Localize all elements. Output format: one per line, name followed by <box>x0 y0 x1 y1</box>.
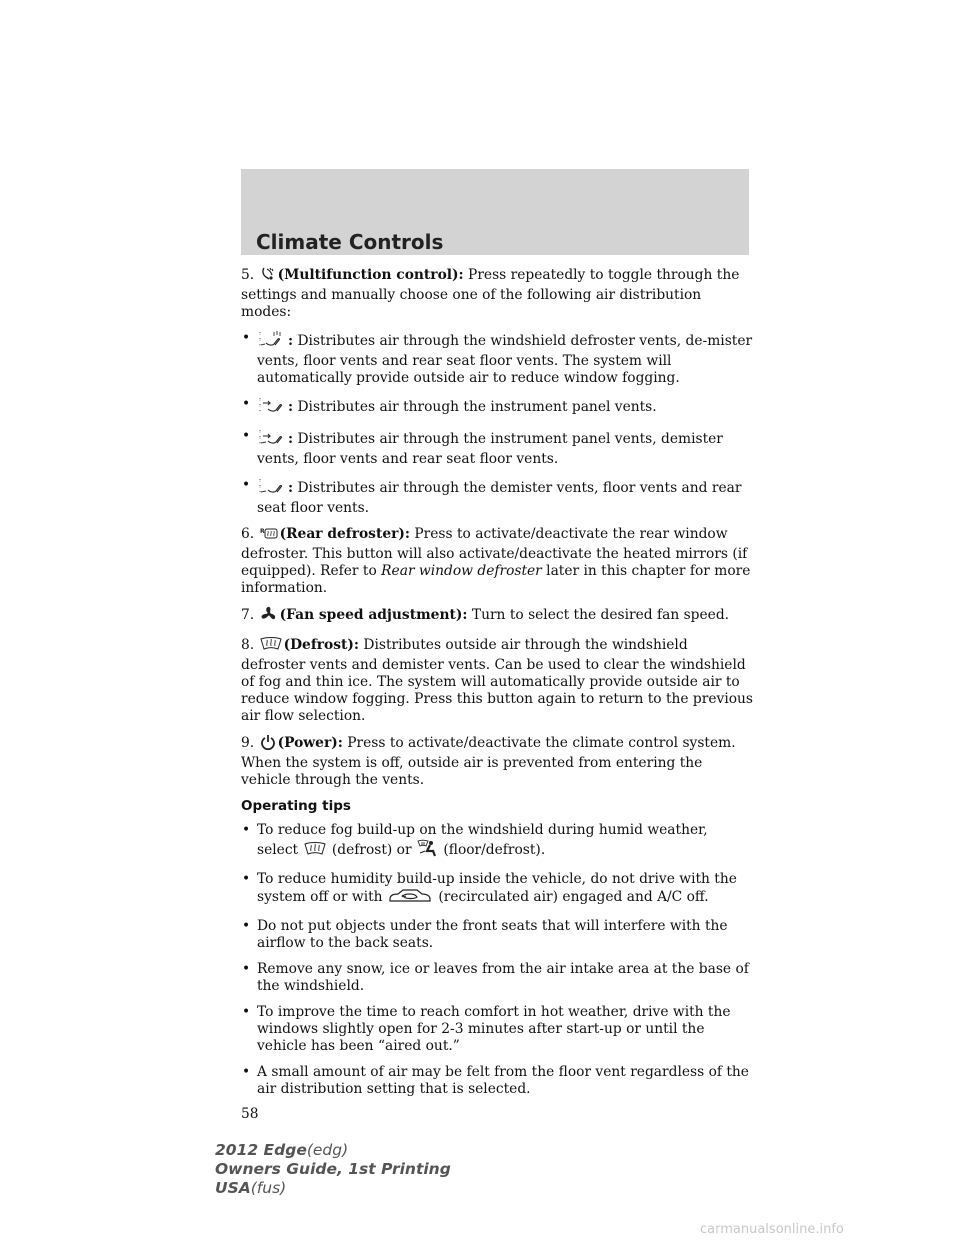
item-text: Press to activate/deactivate the climate control system. When the system is off, outside air is prevented from entering the vehicle through the vents. <box>241 735 736 788</box>
bullet-dot: • <box>242 477 251 493</box>
defrost-icon <box>304 841 326 862</box>
item-label: (Rear defroster): <box>279 526 410 542</box>
print-footer: 2012 Edge(edg) Owners Guide, 1st Printing USA(fus) <box>215 1141 451 1197</box>
item-text: Distributes outside air through the windshield defroster vents and demister vents. Can be used to clear the windshield of fog and thin ice. The system will automatically provide outside air to reduce window fogging. Press this button again to return to the previous air flow selection. <box>241 637 754 724</box>
tip-item: • To improve the time to reach comfort in hot weather, drive with the windows slightly open for 2-3 minutes after start-up or until the vehicle has been “aired out.” <box>242 1004 731 1054</box>
mode-text: Distributes air through the instrument panel vents, demister vents, floor vents and rear seat floor vents. <box>257 431 723 467</box>
fan-icon <box>260 606 278 627</box>
item-number: 8. <box>241 637 255 653</box>
mode-text: Distributes air through the demister vents, floor vents and rear seat floor vents. <box>257 480 742 516</box>
floor-mode-icon <box>258 477 286 500</box>
mode-bullet-panel-floor: • : Distributes air through the instrument panel vents, demister vents, floor vents and rear seat floor vents. <box>242 428 723 467</box>
mode-bullet-panel: • : Distributes air through the instrument panel vents. <box>241 396 753 419</box>
item-number: 9. <box>241 735 255 751</box>
item-fan-speed <box>241 606 753 627</box>
item-defrost <box>241 636 753 725</box>
item-rear-defroster: 6. R (Rear defroster): Press to activate/deactivate the rear window defroster. This button will also activate/deactivate the heated mirrors (if equipped). Refer to Rear window defroster later in this chapter for more information. <box>241 526 751 596</box>
floor-defrost-icon <box>417 839 437 862</box>
cross-reference: Rear window defroster <box>381 563 542 579</box>
item-power <box>241 734 753 789</box>
bullet-dot: • <box>242 822 251 838</box>
section-title: Climate Controls <box>256 230 444 254</box>
tip-item: • To reduce fog build-up on the windshield during humid weather, select (defrost) or (floor/defrost). <box>241 822 753 862</box>
bullet-dot: • <box>242 396 251 412</box>
power-icon <box>260 734 276 755</box>
item-number: 5. <box>241 267 255 283</box>
page-number: 58 <box>241 1106 259 1122</box>
mode-text: Distributes air through the windshield defroster vents, de-mister vents, floor vents and rear seat floor vents. The system will automatically provide outside air to reduce window fogging. <box>257 333 753 386</box>
item-label: (Fan speed adjustment): <box>279 607 468 623</box>
item-text: Turn to select the desired fan speed. <box>471 607 730 623</box>
multifunction-icon <box>260 266 276 287</box>
bullet-dot: • <box>242 428 251 444</box>
tip-item: • Do not put objects under the front seats that will interfere with the airflow to the back seats. <box>242 918 728 951</box>
recirculated-air-icon <box>388 888 432 909</box>
defrost-icon <box>260 636 282 657</box>
tip-item: • To reduce humidity build-up inside the vehicle, do not drive with the system off or with (recirculated air) engaged and A/C off. <box>241 871 753 909</box>
item-label: (Defrost): <box>283 637 360 653</box>
mode-bullet-floor: • : Distributes air through the demister vents, floor vents and rear seat floor vents. <box>242 477 742 516</box>
bullet-dot: • <box>242 1064 251 1080</box>
page-content <box>241 266 753 1123</box>
svg-text:R: R <box>259 528 265 535</box>
rear-defroster-icon <box>260 527 278 546</box>
defrost-floor-mode-icon <box>258 330 286 353</box>
operating-tips-heading: Operating tips <box>241 798 351 814</box>
item-text: Press repeatedly to toggle through the settings and manually choose one of the following air distribution modes: <box>241 267 740 320</box>
mode-text: Distributes air through the instrument panel vents. <box>297 399 657 415</box>
item-label: (Multifunction control): <box>277 267 464 283</box>
tip-item: • Remove any snow, ice or leaves from the air intake area at the base of the windshield. <box>242 961 749 994</box>
item-multifunction <box>241 266 753 321</box>
watermark: carmanualsonline.info <box>700 1222 844 1237</box>
bullet-dot: • <box>242 871 251 887</box>
bullet-dot: • <box>242 918 251 934</box>
bullet-dot: • <box>242 961 251 977</box>
tip-item: • A small amount of air may be felt from the floor vent regardless of the air distribution setting that is selected. <box>242 1064 749 1097</box>
bullet-dot: • <box>242 1004 251 1020</box>
mode-bullet-defrost-floor: • : Distributes air through the windshield defroster vents, de-mister vents, floor vents and rear seat floor vents. The system will automatically provide outside air to reduce window fogging. <box>242 330 753 386</box>
bullet-dot: • <box>242 330 251 346</box>
item-number: 7. <box>241 607 255 623</box>
item-label: (Power): <box>277 735 343 751</box>
item-number: 6. <box>241 526 255 542</box>
panel-vent-mode-icon <box>258 396 286 419</box>
panel-floor-mode-icon <box>258 428 286 451</box>
